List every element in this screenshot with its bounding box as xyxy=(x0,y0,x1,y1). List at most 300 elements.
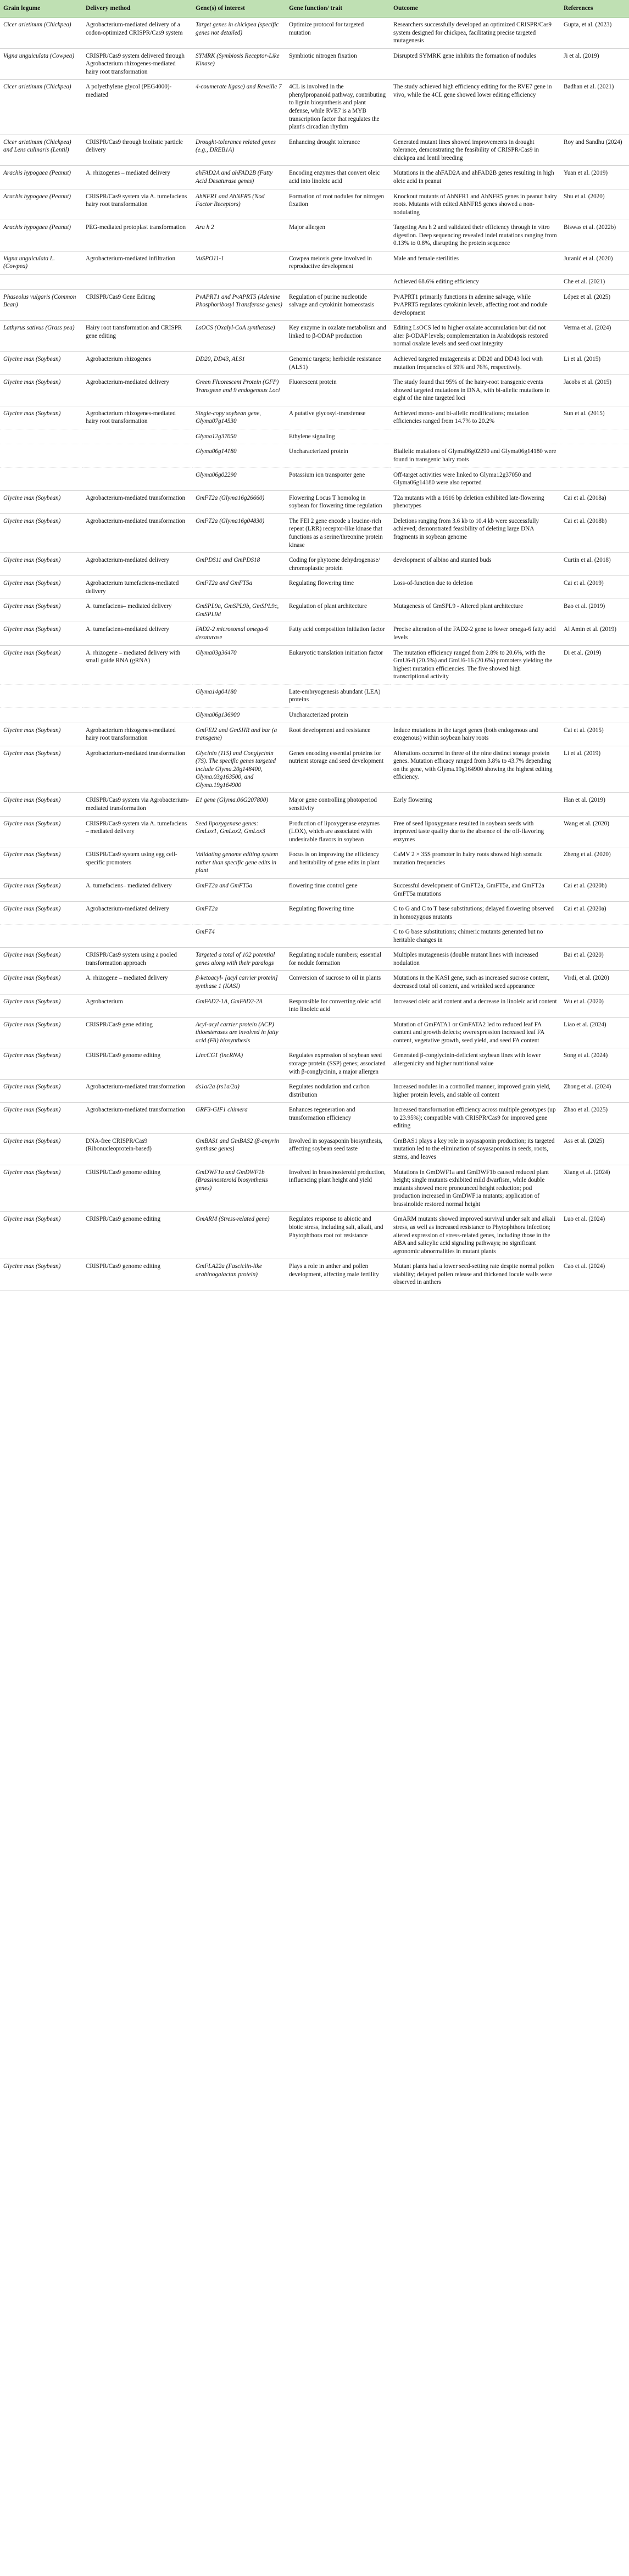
outcome-cell: Multiples mutagenesis (double mutant lines with increased nodulation xyxy=(390,948,560,971)
reference-cell: Cai et al. (2019) xyxy=(560,576,629,599)
function-cell: Encoding enzymes that convert oleic acid into linoleic acid xyxy=(286,166,390,189)
outcome-cell: Loss-of-function due to deletion xyxy=(390,576,560,599)
legume-cell: Glycine max (Soybean) xyxy=(0,847,82,879)
outcome-cell: Increased transformation efficiency across multiple genotypes (up to 23.95%); compatible with CRISPR/Cas9 for improved gene editing xyxy=(390,1103,560,1134)
reference-cell: Cai et al. (2018a) xyxy=(560,490,629,513)
function-cell: Uncharacterized protein xyxy=(286,444,390,467)
legume-cell: Glycine max (Soybean) xyxy=(0,599,82,622)
genes-cell: Glyma12g37050 xyxy=(192,429,286,444)
function-cell: Potassium ion transporter gene xyxy=(286,467,390,490)
method-cell: DNA-free CRISPR/Cas9 (Ribonucleoprotein-based) xyxy=(82,1133,192,1165)
table-row xyxy=(0,1103,629,1134)
table-row xyxy=(0,513,629,552)
legume-cell xyxy=(0,707,82,723)
legume-cell: Cicer arietinum (Chickpea) and Lens culinaris (Lentil) xyxy=(0,135,82,166)
header-legume: Grain legume xyxy=(0,0,82,17)
method-cell: CRISPR/Cas9 through biolistic particle delivery xyxy=(82,135,192,166)
genes-cell: GmFT2a and GmFT5a xyxy=(192,878,286,901)
function-cell: Genes encoding essential proteins for nutrient storage and seed development xyxy=(286,746,390,793)
outcome-cell: Mutations in the KASI gene, such as increased sucrose content, decreased total oil content, and wrinkled seed appearance xyxy=(390,971,560,994)
table-row xyxy=(0,707,629,723)
table-row xyxy=(0,576,629,599)
genes-cell: GmARM (Stress-related gene) xyxy=(192,1212,286,1259)
legume-cell: Glycine max (Soybean) xyxy=(0,645,82,684)
outcome-cell: Off-target activities were linked to Glyma12g37050 and Glyma06g14180 were also reported xyxy=(390,467,560,490)
outcome-cell: The mutation efficiency ranged from 2.8% to 20.6%, with the GmU6-8 (20.5%) and GmU6-16 (20.6%) promoters yielding the highest mutation efficiencies. The five showed high transcriptional activity xyxy=(390,645,560,684)
outcome-cell: Knockout mutants of AhNFR1 and AhNFR5 genes in peanut hairy roots. Mutants with edited AhNFR5 genes showed a non-nodulating xyxy=(390,189,560,220)
method-cell: CRISPR/Cas9 genome editing xyxy=(82,1259,192,1290)
reference-cell xyxy=(560,467,629,490)
outcome-cell: C to G and C to T base substitutions; delayed flowering observed in homozygous mutants xyxy=(390,902,560,925)
function-cell: Key enzyme in oxalate metabolism and linked to β-ODAP production xyxy=(286,321,390,352)
reference-cell: Cai et al. (2018b) xyxy=(560,513,629,552)
reference-cell: Cai et al. (2020a) xyxy=(560,902,629,925)
reference-cell: Roy and Sandhu (2024) xyxy=(560,135,629,166)
genes-cell: VuSPO11-1 xyxy=(192,251,286,274)
outcome-cell: Generated mutant lines showed improvements in drought tolerance, demonstrating the feasibility of CRISPR/Cas9 in chickpea and lentil breeding xyxy=(390,135,560,166)
reference-cell: Zheng et al. (2020) xyxy=(560,847,629,879)
legume-cell: Glycine max (Soybean) xyxy=(0,1212,82,1259)
header-genes: Gene(s) of interest xyxy=(192,0,286,17)
reference-cell: López et al. (2025) xyxy=(560,289,629,321)
genes-cell: ahFAD2A and ahFAD2B (Fatty Acid Desaturase genes) xyxy=(192,166,286,189)
legume-cell xyxy=(0,925,82,948)
reference-cell: Wang et al. (2020) xyxy=(560,816,629,847)
method-cell: A. rhizogenes – mediated delivery xyxy=(82,166,192,189)
legume-cell: Glycine max (Soybean) xyxy=(0,1165,82,1212)
method-cell xyxy=(82,925,192,948)
legume-cell: Phaseolus vulgaris (Common Bean) xyxy=(0,289,82,321)
function-cell: Regulating flowering time xyxy=(286,576,390,599)
function-cell: Regulates response to abiotic and biotic stress, including salt, alkali, and Phytophthora root rot resistance xyxy=(286,1212,390,1259)
outcome-cell: Early flowering xyxy=(390,793,560,816)
table-row xyxy=(0,878,629,901)
legume-cell xyxy=(0,275,82,290)
legume-cell: Glycine max (Soybean) xyxy=(0,902,82,925)
method-cell: CRISPR/Cas9 system via Agrobacterium-mediated transformation xyxy=(82,793,192,816)
reference-cell: Liao et al. (2024) xyxy=(560,1017,629,1048)
outcome-cell: GmBAS1 plays a key role in soyasaponin production; its targeted mutation led to the elimination of soyasaponins in seeds, roots, stems, and leaves xyxy=(390,1133,560,1165)
outcome-cell: Achieved 68.6% editing efficiency xyxy=(390,275,560,290)
outcome-cell: Precise alteration of the FAD2-2 gene to lower omega-6 fatty acid levels xyxy=(390,622,560,645)
table-row xyxy=(0,17,629,48)
function-cell: Symbiotic nitrogen fixation xyxy=(286,48,390,80)
method-cell: Hairy root transformation and CRISPR gene editing xyxy=(82,321,192,352)
outcome-cell: The study achieved high efficiency editing for the RVE7 gene in vivo, while the 4CL gene showed lower editing efficiency xyxy=(390,80,560,135)
method-cell: CRISPR/Cas9 system delivered through Agrobacterium rhizogenes-mediated hairy root transformation xyxy=(82,48,192,80)
outcome-cell: Male and female sterilities xyxy=(390,251,560,274)
table-row xyxy=(0,1017,629,1048)
table-row xyxy=(0,1165,629,1212)
genes-cell: LsOCS (Oxalyl-CoA synthetase) xyxy=(192,321,286,352)
genes-cell: ds1a/2a (rs1a/2a) xyxy=(192,1080,286,1103)
method-cell: Agrobacterium-mediated delivery xyxy=(82,553,192,576)
method-cell xyxy=(82,707,192,723)
legume-cell: Glycine max (Soybean) xyxy=(0,723,82,746)
reference-cell xyxy=(560,444,629,467)
reference-cell xyxy=(560,429,629,444)
method-cell: Agrobacterium-mediated delivery of a codon-optimized CRISPR/Cas9 system xyxy=(82,17,192,48)
outcome-cell: CaMV 2 × 35S promoter in hairy roots showed high somatic mutation frequencies xyxy=(390,847,560,879)
function-cell: The FEI 2 gene encode a leucine-rich repeat (LRR) receptor-like kinase that functions as a serine/threonine protein kinase xyxy=(286,513,390,552)
method-cell xyxy=(82,684,192,707)
genes-cell: Single-copy soybean gene, Glyma07g14530 xyxy=(192,406,286,429)
reference-cell: Juranić et al. (2020) xyxy=(560,251,629,274)
method-cell: CRISPR/Cas9 system via A. tumefaciens hairy root transformation xyxy=(82,189,192,220)
reference-cell: Badhan et al. (2021) xyxy=(560,80,629,135)
legume-cell: Glycine max (Soybean) xyxy=(0,1048,82,1080)
table-row xyxy=(0,1048,629,1080)
reference-cell: Ji et al. (2019) xyxy=(560,48,629,80)
legume-cell: Glycine max (Soybean) xyxy=(0,576,82,599)
reference-cell: Zhao et al. (2025) xyxy=(560,1103,629,1134)
table-row xyxy=(0,220,629,252)
table-row xyxy=(0,490,629,513)
reference-cell: Al Amin et al. (2019) xyxy=(560,622,629,645)
genes-cell: GRF3-GIF1 chimera xyxy=(192,1103,286,1134)
table-row xyxy=(0,48,629,80)
outcome-cell xyxy=(390,707,560,723)
outcome-cell: Mutant plants had a lower seed-setting rate despite normal pollen viability; delayed pollen release and thickened locule walls were observed in anthers xyxy=(390,1259,560,1290)
outcome-cell: Achieved targeted mutagenesis at DD20 and DD43 loci with mutation frequencies of 59% and 76%, respectively. xyxy=(390,351,560,375)
genes-cell: 4-coumerate ligase) and Reveille 7 xyxy=(192,80,286,135)
genes-cell: E1 gene (Glyma.06G207800) xyxy=(192,793,286,816)
function-cell: Late-embryogenesis abundant (LEA) proteins xyxy=(286,684,390,707)
outcome-cell: Mutations in the ahFAD2A and ahFAD2B genes resulting in high oleic acid in peanut xyxy=(390,166,560,189)
method-cell xyxy=(82,275,192,290)
outcome-cell: Increased nodules in a controlled manner, improved grain yield, higher protein levels, and stable oil content xyxy=(390,1080,560,1103)
method-cell: A. tumefaciens– mediated delivery xyxy=(82,878,192,901)
reference-cell: Han et al. (2019) xyxy=(560,793,629,816)
reference-cell: Song et al. (2024) xyxy=(560,1048,629,1080)
table-row xyxy=(0,925,629,948)
table-row xyxy=(0,1080,629,1103)
function-cell: Regulating flowering time xyxy=(286,902,390,925)
reference-cell: Biswas et al. (2022b) xyxy=(560,220,629,252)
table-row xyxy=(0,723,629,746)
function-cell: Major gene controlling photoperiod sensitivity xyxy=(286,793,390,816)
genes-cell: GmFLA22a (Fasciclin-like arabinogalactan protein) xyxy=(192,1259,286,1290)
genes-cell: Validating genome editing system rather than specific gene edits in plant xyxy=(192,847,286,879)
genes-cell: GmFT2a and GmFT5a xyxy=(192,576,286,599)
function-cell: Optimize protocol for targeted mutation xyxy=(286,17,390,48)
header-row xyxy=(0,0,629,17)
legume-cell: Cicer arietinum (Chickpea) xyxy=(0,80,82,135)
legume-cell xyxy=(0,467,82,490)
table-row xyxy=(0,189,629,220)
function-cell: Enhances regeneration and transformation efficiency xyxy=(286,1103,390,1134)
outcome-cell: T2a mutants with a 1616 bp deletion exhibited late-flowering phenotypes xyxy=(390,490,560,513)
function-cell: Uncharacterized protein xyxy=(286,707,390,723)
outcome-cell: Researchers successfully developed an optimized CRISPR/Cas9 system designed for chickpea, facilitating precise targeted mutagenesis xyxy=(390,17,560,48)
function-cell: Regulating nodule numbers; essential for nodule formation xyxy=(286,948,390,971)
genes-cell: SYMRK (Symbiosis Receptor-Like Kinase) xyxy=(192,48,286,80)
method-cell: Agrobacterium-mediated transformation xyxy=(82,513,192,552)
function-cell: Genomic targets; herbicide resistance (ALS1) xyxy=(286,351,390,375)
reference-cell: Ass et al. (2025) xyxy=(560,1133,629,1165)
method-cell: Agrobacterium rhizogenes-mediated hairy root transformation xyxy=(82,406,192,429)
genes-cell: GmFEI2 and GmSHR and bar (a transgene) xyxy=(192,723,286,746)
reference-cell: Cai et al. (2015) xyxy=(560,723,629,746)
legume-cell: Cicer arietinum (Chickpea) xyxy=(0,17,82,48)
legume-cell: Glycine max (Soybean) xyxy=(0,1259,82,1290)
method-cell: A. tumefaciens– mediated delivery xyxy=(82,599,192,622)
table-row xyxy=(0,948,629,971)
method-cell: A polyethylene glycol (PEG4000)-mediated xyxy=(82,80,192,135)
method-cell: CRISPR/Cas9 genome editing xyxy=(82,1165,192,1212)
table-row xyxy=(0,746,629,793)
method-cell xyxy=(82,467,192,490)
reference-cell: Virdi, et al. (2020) xyxy=(560,971,629,994)
method-cell: A. rhizogene – mediated delivery with small guide RNA (gRNA) xyxy=(82,645,192,684)
reference-cell: Xiang et al. (2024) xyxy=(560,1165,629,1212)
legume-cell: Glycine max (Soybean) xyxy=(0,1133,82,1165)
table-row xyxy=(0,599,629,622)
legume-cell: Glycine max (Soybean) xyxy=(0,1080,82,1103)
genes-cell: GmPDS11 and GmPDS18 xyxy=(192,553,286,576)
function-cell: Cowpea meiosis gene involved in reproductive development xyxy=(286,251,390,274)
genes-cell: PvAPRT1 and PvAPRT5 (Adenine Phosphoribosyl Transferase genes) xyxy=(192,289,286,321)
genes-cell: FAD2-2 microsomal omega-6 desaturase xyxy=(192,622,286,645)
reference-cell: Wu et al. (2020) xyxy=(560,994,629,1017)
reference-cell: Yuan et al. (2019) xyxy=(560,166,629,189)
genes-cell: GmFT4 xyxy=(192,925,286,948)
table-row xyxy=(0,684,629,707)
reference-cell: Jacobs et al. (2015) xyxy=(560,375,629,406)
reference-cell: Luo et al. (2024) xyxy=(560,1212,629,1259)
legume-cell: Glycine max (Soybean) xyxy=(0,793,82,816)
table-row xyxy=(0,321,629,352)
genes-cell: GmDWF1a and GmDWF1b (Brassinosteroid biosynthesis genes) xyxy=(192,1165,286,1212)
outcome-cell: development of albino and stunted buds xyxy=(390,553,560,576)
legume-cell: Vigna unguiculata (Cowpea) xyxy=(0,48,82,80)
reference-cell: Che et al. (2021) xyxy=(560,275,629,290)
reference-cell: Li et al. (2015) xyxy=(560,351,629,375)
table-body xyxy=(0,17,629,1290)
function-cell: 4CL is involved in the phenylpropanoid pathway, contributing to lignin biosynthesis and plant defense, while RVE7 is a MYB transcription factor that regulates the plant's circadian rhythm xyxy=(286,80,390,135)
function-cell: A putative glycosyl-transferase xyxy=(286,406,390,429)
header-function: Gene function/ trait xyxy=(286,0,390,17)
method-cell: Agrobacterium-mediated transformation xyxy=(82,746,192,793)
function-cell: Regulates expression of soybean seed storage protein (SSP) genes; associated with β-conglycinin, a major allergen xyxy=(286,1048,390,1080)
function-cell: Regulates nodulation and carbon distribution xyxy=(286,1080,390,1103)
method-cell: CRISPR/Cas9 genome editing xyxy=(82,1212,192,1259)
table-row xyxy=(0,553,629,576)
genes-cell: LincCG1 (lncRNA) xyxy=(192,1048,286,1080)
legume-cell: Glycine max (Soybean) xyxy=(0,490,82,513)
genes-cell: Drought-tolerance related genes (e.g., DREB1A) xyxy=(192,135,286,166)
genes-cell: GmBAS1 and GmBAS2 (β-amyrin synthase genes) xyxy=(192,1133,286,1165)
function-cell: Conversion of sucrose to oil in plants xyxy=(286,971,390,994)
reference-cell: Curtin et al. (2018) xyxy=(560,553,629,576)
genes-cell: Glycinin (11S) and Conglycinin (7S). The specific genes targeted include Glyma.20g148400, Glyma.03g163500, and Glyma.19g164900 xyxy=(192,746,286,793)
method-cell: Agrobacterium-mediated transformation xyxy=(82,1080,192,1103)
table-row xyxy=(0,135,629,166)
table-row xyxy=(0,251,629,274)
method-cell: CRISPR/Cas9 system using egg cell-specific promoters xyxy=(82,847,192,879)
reference-cell: Cai et al. (2020b) xyxy=(560,878,629,901)
function-cell: Regulation of plant architecture xyxy=(286,599,390,622)
table-row xyxy=(0,622,629,645)
genes-cell: Seed lipoxygenase genes: GmLox1, GmLox2, GmLox3 xyxy=(192,816,286,847)
reference-cell xyxy=(560,684,629,707)
legume-cell: Glycine max (Soybean) xyxy=(0,553,82,576)
table-row xyxy=(0,902,629,925)
legume-cell: Glycine max (Soybean) xyxy=(0,971,82,994)
genes-cell xyxy=(192,275,286,290)
legume-cell: Glycine max (Soybean) xyxy=(0,948,82,971)
legume-cell: Glycine max (Soybean) xyxy=(0,878,82,901)
reference-cell: Zhong et al. (2024) xyxy=(560,1080,629,1103)
method-cell: Agrobacterium rhizogenes-mediated hairy root transformation xyxy=(82,723,192,746)
table-row xyxy=(0,994,629,1017)
outcome-cell: Mutation of GmFATA1 or GmFATA2 led to reduced leaf FA content and growth defects; overexpression increased leaf FA content, vegetative growth, seed yield, and seed FA content xyxy=(390,1017,560,1048)
legume-cell: Arachis hypogaea (Peanut) xyxy=(0,220,82,252)
outcome-cell: PvAPRT1 primarily functions in adenine salvage, while PvAPRT5 regulates cytokinin levels, affecting root and nodule development xyxy=(390,289,560,321)
table-row xyxy=(0,1212,629,1259)
reference-cell xyxy=(560,925,629,948)
genes-cell: Glyma14g04180 xyxy=(192,684,286,707)
outcome-cell: Editing LsOCS led to higher oxalate accumulation but did not alter β-ODAP levels; complementation in Arabidopsis restored normal oxalate levels and seed coat integrity xyxy=(390,321,560,352)
method-cell: A. rhizogene – mediated delivery xyxy=(82,971,192,994)
header-references: References xyxy=(560,0,629,17)
function-cell: flowering time control gene xyxy=(286,878,390,901)
table-header xyxy=(0,0,629,17)
legume-cell: Glycine max (Soybean) xyxy=(0,375,82,406)
outcome-cell: Mutagenesis of GmSPL9 - Altered plant architecture xyxy=(390,599,560,622)
genes-cell: Acyl-acyl carrier protein (ACP) thioesterases are involved in fatty acid (FA) biosynthesis xyxy=(192,1017,286,1048)
reference-cell: Sun et al. (2015) xyxy=(560,406,629,429)
method-cell: CRISPR/Cas9 genome editing xyxy=(82,1048,192,1080)
outcome-cell: Targeting Ara h 2 and validated their efficiency through in vitro digestion. Deep sequencing revealed indel mutations ranging from 0.13% to 0.8%, disrupting the protein sequence xyxy=(390,220,560,252)
legume-cell: Glycine max (Soybean) xyxy=(0,994,82,1017)
function-cell: Formation of root nodules for nitrogen fixation xyxy=(286,189,390,220)
legume-cell: Glycine max (Soybean) xyxy=(0,622,82,645)
genes-cell: GmSPL9a, GmSPL9b, GmSPL9c, GmSPL9d xyxy=(192,599,286,622)
method-cell: CRISPR/Cas9 system via A. tumefaciens – mediated delivery xyxy=(82,816,192,847)
function-cell: Involved in brassinosteroid production, influencing plant height and yield xyxy=(286,1165,390,1212)
legume-cell: Glycine max (Soybean) xyxy=(0,1017,82,1048)
genes-cell: GmFT2a (Glyma16g26660) xyxy=(192,490,286,513)
table-row xyxy=(0,645,629,684)
legume-cell: Arachis hypogaea (Peanut) xyxy=(0,166,82,189)
reference-cell xyxy=(560,707,629,723)
method-cell: Agrobacterium-mediated infiltration xyxy=(82,251,192,274)
genes-cell: AhNFR1 and AhNFR5 (Nod Factor Receptors) xyxy=(192,189,286,220)
outcome-cell: Biallelic mutations of Glyma06g02290 and Glyma06g14180 were found in transgenic hairy roots xyxy=(390,444,560,467)
outcome-cell: C to G base substitutions; chimeric mutants generated but no heritable changes in xyxy=(390,925,560,948)
table-row xyxy=(0,467,629,490)
table-row xyxy=(0,406,629,429)
outcome-cell: Deletions ranging from 3.6 kb to 10.4 kb were successfully achieved; demonstrated feasibility of deleting large DNA fragments in soybean genome xyxy=(390,513,560,552)
method-cell: Agrobacterium rhizogenes xyxy=(82,351,192,375)
genes-cell: Glyma06g14180 xyxy=(192,444,286,467)
outcome-cell: Induce mutations in the target genes (both endogenous and exogenous) within soybean hairy roots xyxy=(390,723,560,746)
table-row xyxy=(0,429,629,444)
table-row xyxy=(0,166,629,189)
function-cell xyxy=(286,275,390,290)
header-outcome: Outcome xyxy=(390,0,560,17)
legume-cell: Glycine max (Soybean) xyxy=(0,351,82,375)
table-row xyxy=(0,80,629,135)
function-cell: Enhancing drought tolerance xyxy=(286,135,390,166)
method-cell xyxy=(82,444,192,467)
outcome-cell: Free of seed lipoxygenase resulted in soybean seeds with improved taste quality due to the absence of the off-flavoring enzymes xyxy=(390,816,560,847)
table-row xyxy=(0,375,629,406)
reference-cell: Shu et al. (2020) xyxy=(560,189,629,220)
table-row xyxy=(0,793,629,816)
legume-cell xyxy=(0,444,82,467)
legume-cell xyxy=(0,684,82,707)
outcome-cell: Mutations in GmDWF1a and GmDWF1b caused reduced plant height; single mutants exhibited mild dwarfism, while double mutants showed more pronounced height reduction; pod production increased in GmDWF1a mutants; application of brassinolide restored normal height xyxy=(390,1165,560,1212)
table-row xyxy=(0,847,629,879)
genes-cell: Ara h 2 xyxy=(192,220,286,252)
reference-cell: Cao et al. (2024) xyxy=(560,1259,629,1290)
legume-cell: Glycine max (Soybean) xyxy=(0,406,82,429)
method-cell: CRISPR/Cas9 system using a pooled transformation approach xyxy=(82,948,192,971)
genes-cell: Targeted a total of 102 potential genes along with their paralogs xyxy=(192,948,286,971)
method-cell: PEG-mediated protoplast transformation xyxy=(82,220,192,252)
table-row xyxy=(0,1259,629,1290)
table-row xyxy=(0,351,629,375)
reference-cell: Bao et al. (2019) xyxy=(560,599,629,622)
reference-cell: Bai et al. (2020) xyxy=(560,948,629,971)
header-method: Delivery method xyxy=(82,0,192,17)
genes-cell: Target genes in chickpea (specific genes not detailed) xyxy=(192,17,286,48)
function-cell: Regulation of purine nucleotide salvage and cytokinin homeostasis xyxy=(286,289,390,321)
genes-cell: Glyma06g136900 xyxy=(192,707,286,723)
method-cell: CRISPR/Cas9 gene editing xyxy=(82,1017,192,1048)
function-cell: Major allergen xyxy=(286,220,390,252)
legume-cell: Glycine max (Soybean) xyxy=(0,513,82,552)
function-cell xyxy=(286,925,390,948)
table-row xyxy=(0,289,629,321)
legume-cell: Vigna unguiculata L. (Cowpea) xyxy=(0,251,82,274)
legume-cell: Arachis hypogaea (Peanut) xyxy=(0,189,82,220)
genes-cell: Glyma03g36470 xyxy=(192,645,286,684)
legume-cell: Glycine max (Soybean) xyxy=(0,746,82,793)
function-cell: Fatty acid composition initiation factor xyxy=(286,622,390,645)
method-cell: Agrobacterium tumefaciens-mediated delivery xyxy=(82,576,192,599)
function-cell: Focus is on improving the efficiency and heritability of gene edits in plant xyxy=(286,847,390,879)
method-cell: Agrobacterium-mediated delivery xyxy=(82,902,192,925)
outcome-cell: Achieved mono- and bi-allelic modifications; mutation efficiencies ranged from 14.7% to 20.2% xyxy=(390,406,560,429)
method-cell: Agrobacterium-mediated delivery xyxy=(82,375,192,406)
function-cell: Involved in soyasaponin biosynthesis, affecting soybean seed taste xyxy=(286,1133,390,1165)
genes-cell: β-ketoacyl- [acyl carrier protein] synthase 1 (KASI) xyxy=(192,971,286,994)
table-row xyxy=(0,971,629,994)
genes-cell: Glyma06g02290 xyxy=(192,467,286,490)
outcome-cell: Generated β-conglycinin-deficient soybean lines with lower allergenicity and higher nutritional value xyxy=(390,1048,560,1080)
function-cell: Fluorescent protein xyxy=(286,375,390,406)
function-cell: Coding for phytoene dehydrogenase/ chromoplastic protein xyxy=(286,553,390,576)
genes-cell: GmFT2a (Glyma16g04830) xyxy=(192,513,286,552)
reference-cell: Di et al. (2019) xyxy=(560,645,629,684)
method-cell: CRISPR/Cas9 Gene Editing xyxy=(82,289,192,321)
reference-cell: Gupta, et al. (2023) xyxy=(560,17,629,48)
function-cell: Eukaryotic translation initiation factor xyxy=(286,645,390,684)
function-cell: Flowering Locus T homolog in soybean for flowering time regulation xyxy=(286,490,390,513)
function-cell: Production of lipoxygenase enzymes (LOX), which are associated with undesirable flavors in soybean xyxy=(286,816,390,847)
outcome-cell xyxy=(390,429,560,444)
outcome-cell: Alterations occurred in three of the nine distinct storage protein genes. Mutation efficacy ranged from 3.8% to 43.7% depending on the gene, with Glyma.19g164900 showing the highest editing efficiency. xyxy=(390,746,560,793)
legume-cell: Glycine max (Soybean) xyxy=(0,1103,82,1134)
outcome-cell: The study found that 95% of the hairy-root transgenic events showed targeted mutations in DNA, with bi-allelic mutations in eight of the nine targeted loci xyxy=(390,375,560,406)
function-cell xyxy=(286,1017,390,1048)
function-cell: Responsible for converting oleic acid into linoleic acid xyxy=(286,994,390,1017)
method-cell: Agrobacterium-mediated transformation xyxy=(82,490,192,513)
table-row xyxy=(0,444,629,467)
